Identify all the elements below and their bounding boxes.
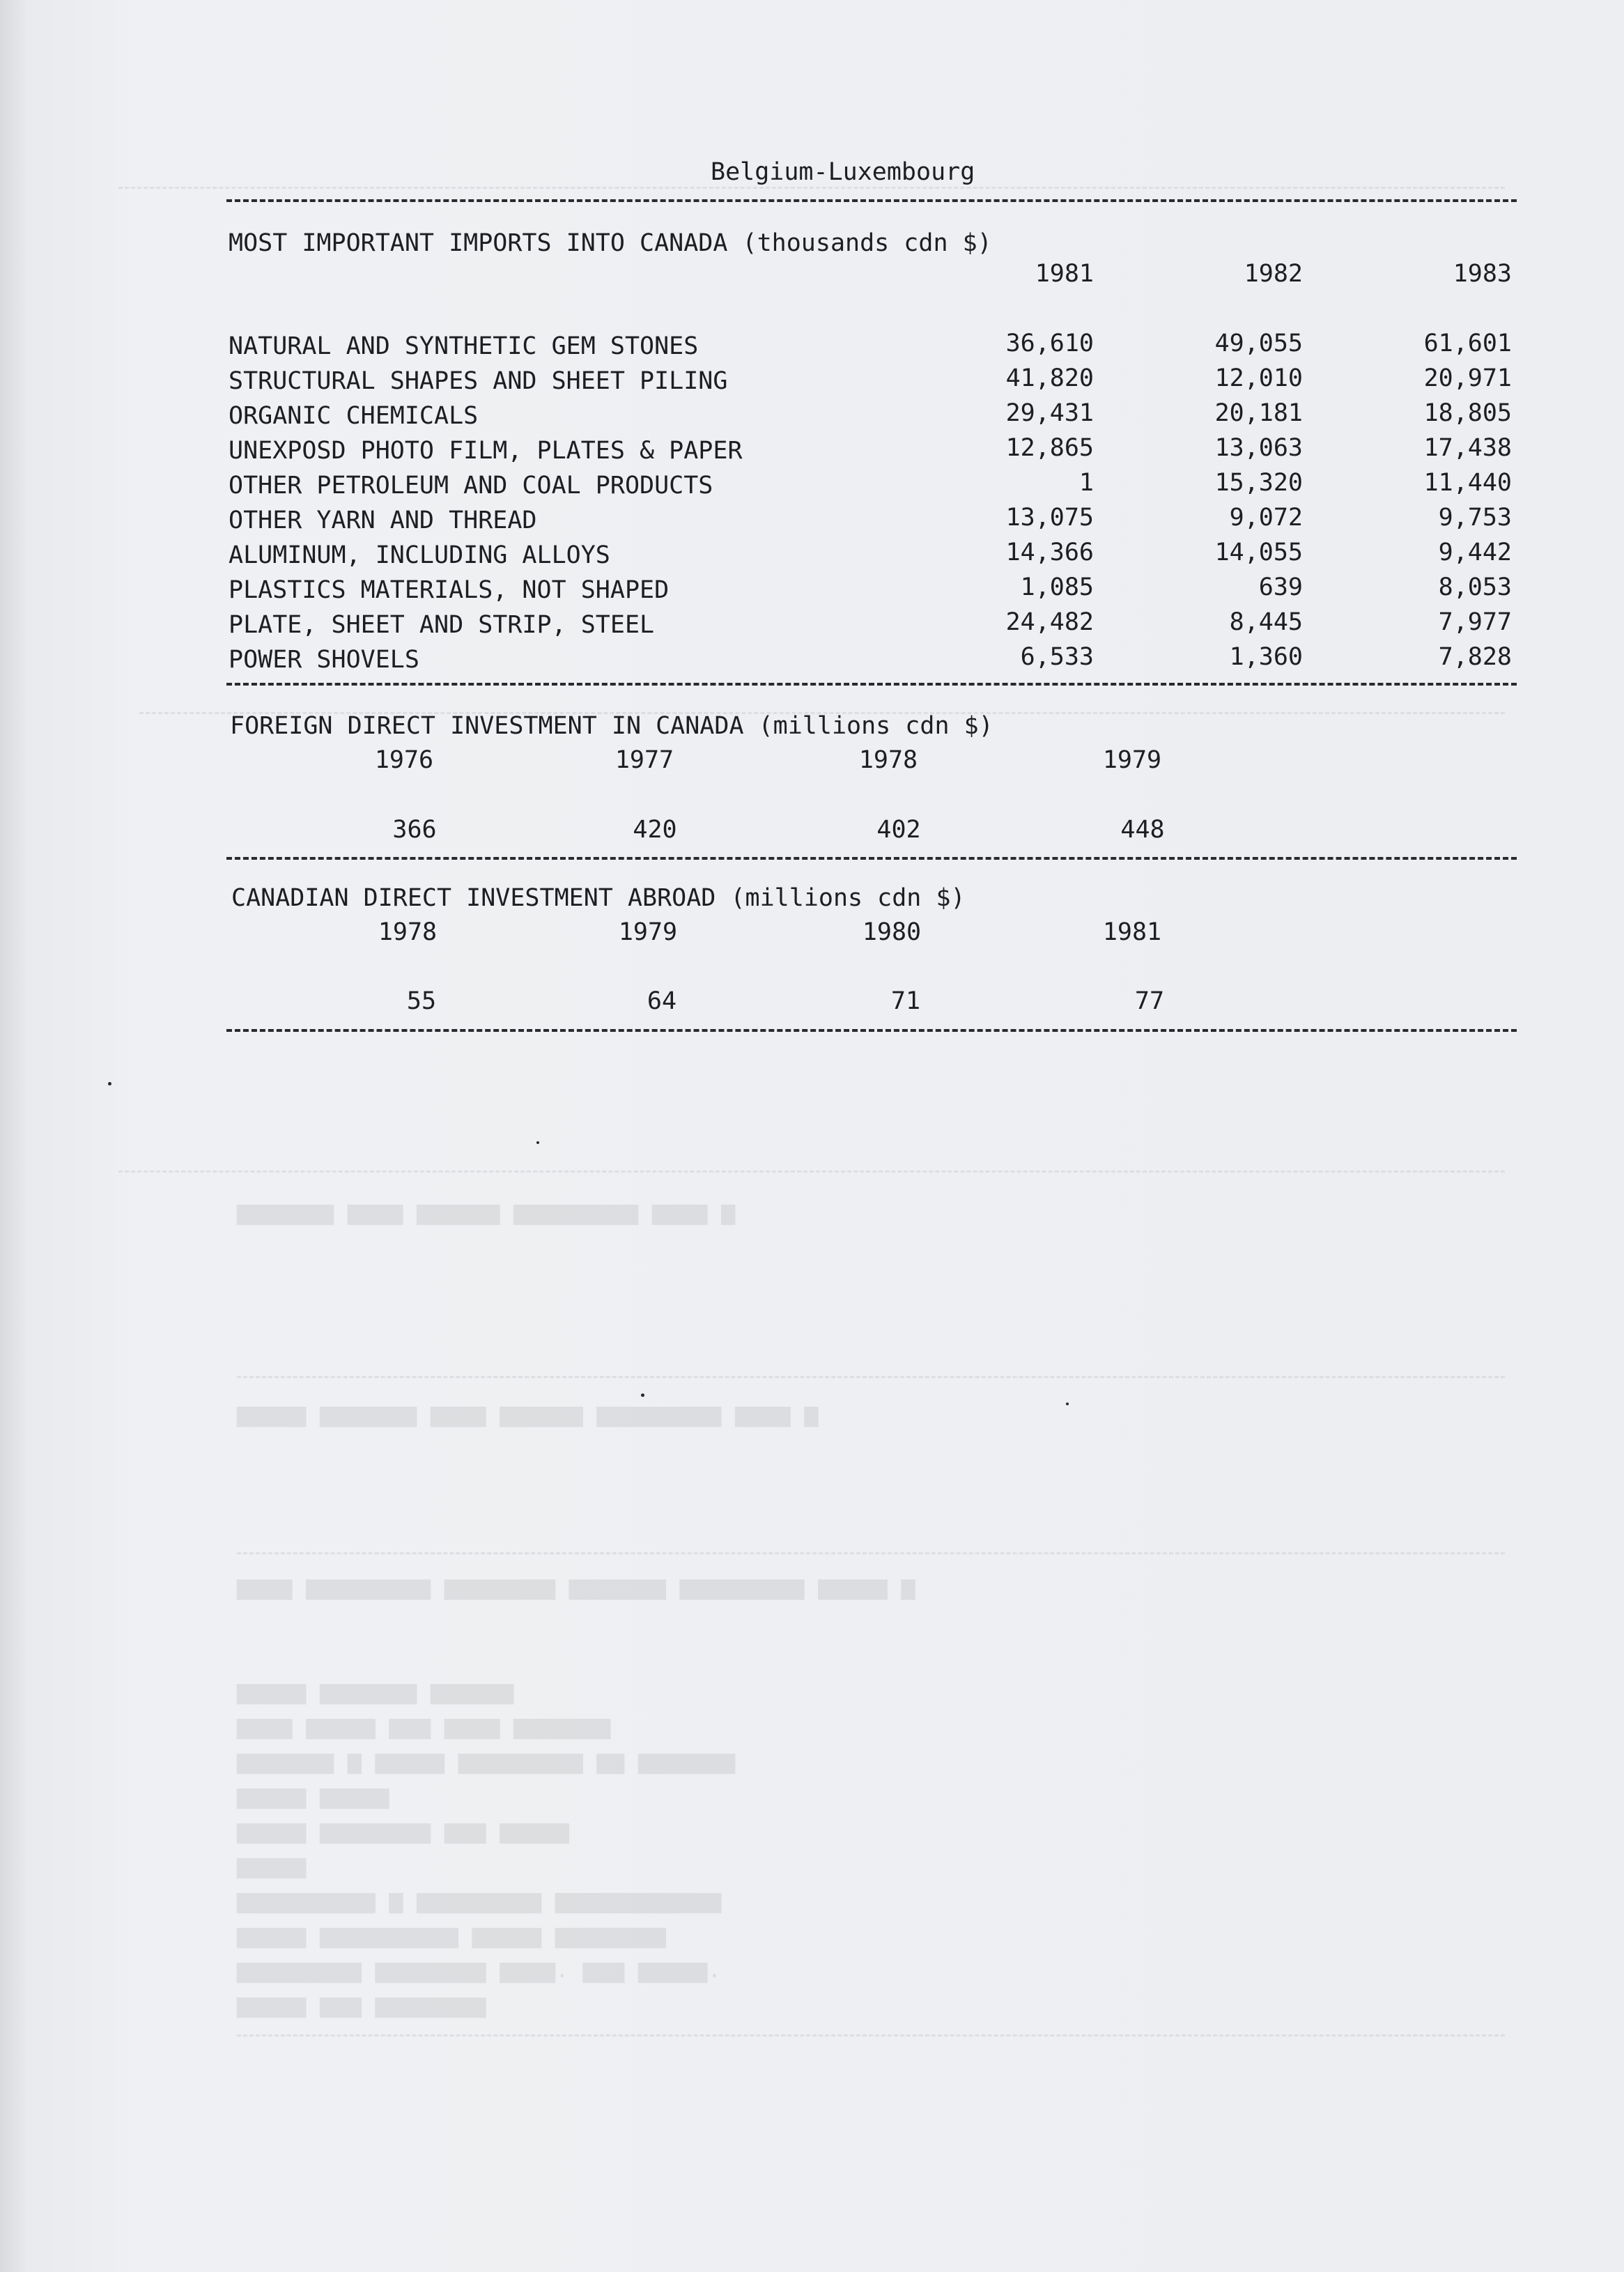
fdi-value: 402 xyxy=(876,816,921,844)
imports-value-1981: 41,820 xyxy=(1005,364,1094,392)
fdi-value: 448 xyxy=(1120,816,1165,844)
imports-value-1982: 12,010 xyxy=(1214,364,1303,392)
cdia-value: 64 xyxy=(647,987,677,1015)
imports-value-1983: 9,442 xyxy=(1438,539,1512,566)
imports-value-1983: 61,601 xyxy=(1423,330,1512,357)
fdi-heading: FOREIGN DIRECT INVESTMENT IN CANADA (millions cdn $) xyxy=(230,712,993,740)
imports-value-1981: 6,533 xyxy=(1020,643,1094,671)
cdia-year: 1981 xyxy=(1102,918,1162,946)
imports-item: ALUMINUM, INCLUDING ALLOYS xyxy=(229,541,610,569)
rule-after-cdia xyxy=(226,1029,1517,1032)
imports-item: PLATE, SHEET AND STRIP, STEEL xyxy=(229,611,655,639)
imports-value-1981: 12,865 xyxy=(1005,434,1094,462)
imports-value-1983: 11,440 xyxy=(1423,469,1512,497)
imports-value-1983: 7,828 xyxy=(1438,643,1512,671)
imports-value-1983: 17,438 xyxy=(1423,434,1512,462)
cdia-year: 1979 xyxy=(618,918,678,946)
page-title: Belgium-Luxembourg xyxy=(711,158,975,186)
fdi-year: 1979 xyxy=(1102,746,1162,774)
imports-value-1981: 1,085 xyxy=(1020,573,1094,601)
imports-value-1982: 15,320 xyxy=(1214,469,1303,497)
imports-value-1983: 7,977 xyxy=(1438,608,1512,636)
fdi-value: 420 xyxy=(633,816,677,844)
cdia-year: 1978 xyxy=(378,918,438,946)
imports-item: UNEXPOSD PHOTO FILM, PLATES & PAPER xyxy=(229,437,743,465)
imports-item: PLASTICS MATERIALS, NOT SHAPED xyxy=(229,576,670,604)
imports-value-1982: 9,072 xyxy=(1229,504,1303,532)
imports-value-1983: 18,805 xyxy=(1423,399,1512,427)
speck xyxy=(536,1141,539,1144)
imports-value-1982: 1,360 xyxy=(1229,643,1303,671)
imports-value-1982: 14,055 xyxy=(1214,539,1303,566)
imports-value-1981: 29,431 xyxy=(1005,399,1094,427)
imports-value-1983: 8,053 xyxy=(1438,573,1512,601)
rule-after-fdi xyxy=(226,857,1517,860)
rule-top xyxy=(226,199,1517,202)
cdia-heading: CANADIAN DIRECT INVESTMENT ABROAD (millions cdn $) xyxy=(231,884,966,912)
fdi-year: 1977 xyxy=(614,746,674,774)
imports-value-1982: 639 xyxy=(1258,573,1303,601)
imports-value-1982: 8,445 xyxy=(1229,608,1303,636)
fdi-value: 366 xyxy=(392,816,437,844)
cdia-value: 55 xyxy=(406,987,437,1015)
imports-value-1981: 24,482 xyxy=(1005,608,1094,636)
cdia-year: 1980 xyxy=(862,918,922,946)
imports-value-1981: 13,075 xyxy=(1005,504,1094,532)
imports-item: ORGANIC CHEMICALS xyxy=(229,402,479,430)
cdia-value: 77 xyxy=(1134,987,1165,1015)
imports-value-1983: 9,753 xyxy=(1438,504,1512,532)
imports-value-1981: 36,610 xyxy=(1005,330,1094,357)
imports-year-1982: 1982 xyxy=(1244,260,1303,288)
speck xyxy=(108,1082,111,1085)
imports-item: POWER SHOVELS xyxy=(229,646,419,674)
imports-value-1981: 14,366 xyxy=(1005,539,1094,566)
imports-item: NATURAL AND SYNTHETIC GEM STONES xyxy=(229,332,699,360)
cdia-value: 71 xyxy=(890,987,921,1015)
fdi-year: 1978 xyxy=(858,746,918,774)
imports-item: STRUCTURAL SHAPES AND SHEET PILING xyxy=(229,367,728,395)
imports-value-1982: 49,055 xyxy=(1214,330,1303,357)
imports-value-1982: 13,063 xyxy=(1214,434,1303,462)
imports-item: OTHER YARN AND THREAD xyxy=(229,507,537,534)
fdi-year: 1976 xyxy=(374,746,434,774)
imports-value-1983: 20,971 xyxy=(1423,364,1512,392)
imports-value-1982: 20,181 xyxy=(1214,399,1303,427)
imports-value-1981: 1 xyxy=(1078,469,1094,497)
speck xyxy=(1066,1402,1069,1405)
imports-heading: MOST IMPORTANT IMPORTS INTO CANADA (thousands cdn $) xyxy=(229,229,992,257)
speck xyxy=(641,1393,644,1397)
imports-item: OTHER PETROLEUM AND COAL PRODUCTS xyxy=(229,472,713,500)
imports-year-1983: 1983 xyxy=(1453,260,1512,288)
rule-after-imports xyxy=(226,683,1517,686)
imports-year-1981: 1981 xyxy=(1035,260,1094,288)
